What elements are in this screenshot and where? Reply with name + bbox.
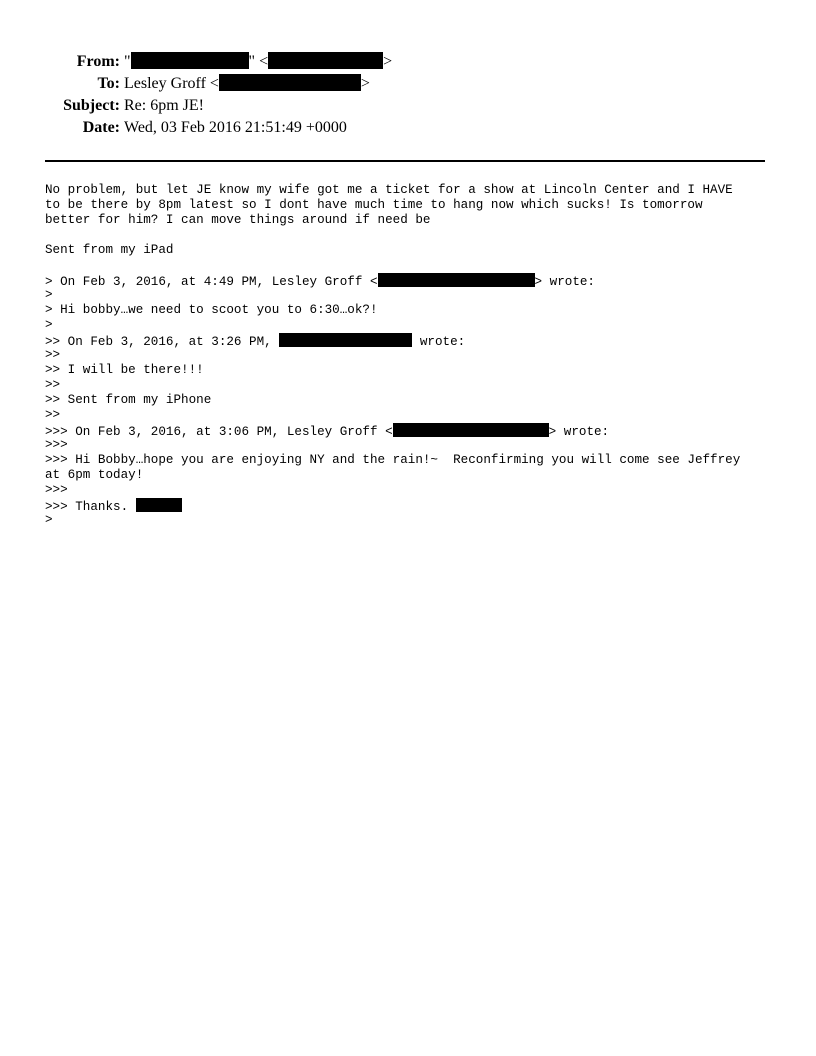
quote-line: > Hi bobby…we need to scoot you to 6:30…ok?! <box>45 303 378 317</box>
quote-header-line <box>45 423 769 438</box>
quote-header-suffix: > wrote: <box>534 275 595 289</box>
to-close: > <box>360 75 370 92</box>
redaction-box <box>219 74 361 91</box>
quote-line: >> <box>45 408 61 422</box>
quote-header-text: >>> On Feb 3, 2016, at 3:06 PM, Lesley Groff < <box>45 425 393 439</box>
quote-header-line <box>45 333 769 348</box>
quote-header-line <box>45 273 769 288</box>
date-label: Date: <box>82 119 120 136</box>
redaction-box <box>393 423 549 437</box>
from-value <box>124 51 392 73</box>
subject-label: Subject: <box>63 97 120 114</box>
quote-header-suffix: > wrote: <box>548 425 610 439</box>
quote-line <box>45 498 769 513</box>
date-value: Wed, 03 Feb 2016 21:51:49 +0000 <box>124 119 347 136</box>
email-body <box>45 183 769 528</box>
quote-line: at 6pm today! <box>45 468 144 482</box>
quote-line: >> Sent from my iPhone <box>45 393 212 407</box>
header-divider <box>45 160 765 162</box>
blank-line <box>45 258 769 273</box>
quote-line: >> <box>45 348 61 362</box>
from-open-quote: " <box>124 53 131 70</box>
redaction-box <box>268 52 383 69</box>
body-line: better for him? I can move things around if need be <box>45 213 431 227</box>
quote-line: > <box>45 513 53 527</box>
redaction-box <box>279 333 412 347</box>
quote-line: >>> <box>45 438 68 452</box>
quote-line: >>> Hi Bobby…hope you are enjoying NY and the rain!~ Reconfirming you will come see Jeffrey <box>45 453 741 467</box>
quote-header-text: > On Feb 3, 2016, at 4:49 PM, Lesley Groff < <box>45 275 378 289</box>
quote-line: > <box>45 318 53 332</box>
quote-header-text: >> On Feb 3, 2016, at 3:26 PM, <box>45 335 280 349</box>
redaction-box <box>131 52 249 69</box>
quote-line: >>> <box>45 483 68 497</box>
from-close-quote: " < <box>248 53 269 70</box>
body-line: to be there by 8pm latest so I dont have much time to hang now which sucks! Is tomorrow <box>45 198 703 212</box>
to-name: Lesley Groff < <box>124 75 219 92</box>
subject-value: Re: 6pm JE! <box>124 97 204 114</box>
blank-line <box>45 228 769 243</box>
to-value <box>124 73 370 95</box>
body-line: No problem, but let JE know my wife got me a ticket for a show at Lincoln Center and I HAVE <box>45 183 733 197</box>
quote-line: >> I will be there!!! <box>45 363 204 377</box>
quote-line: > <box>45 288 53 302</box>
redaction-box <box>136 498 182 512</box>
redaction-box <box>378 273 535 287</box>
signature-line: Sent from my iPad <box>45 243 174 257</box>
quote-header-suffix: wrote: <box>412 335 466 349</box>
from-label: From: <box>76 53 120 70</box>
thanks-text: >>> Thanks. <box>45 500 136 514</box>
to-label: To: <box>97 75 120 92</box>
from-close: > <box>383 53 393 70</box>
quote-line: >> <box>45 378 61 392</box>
